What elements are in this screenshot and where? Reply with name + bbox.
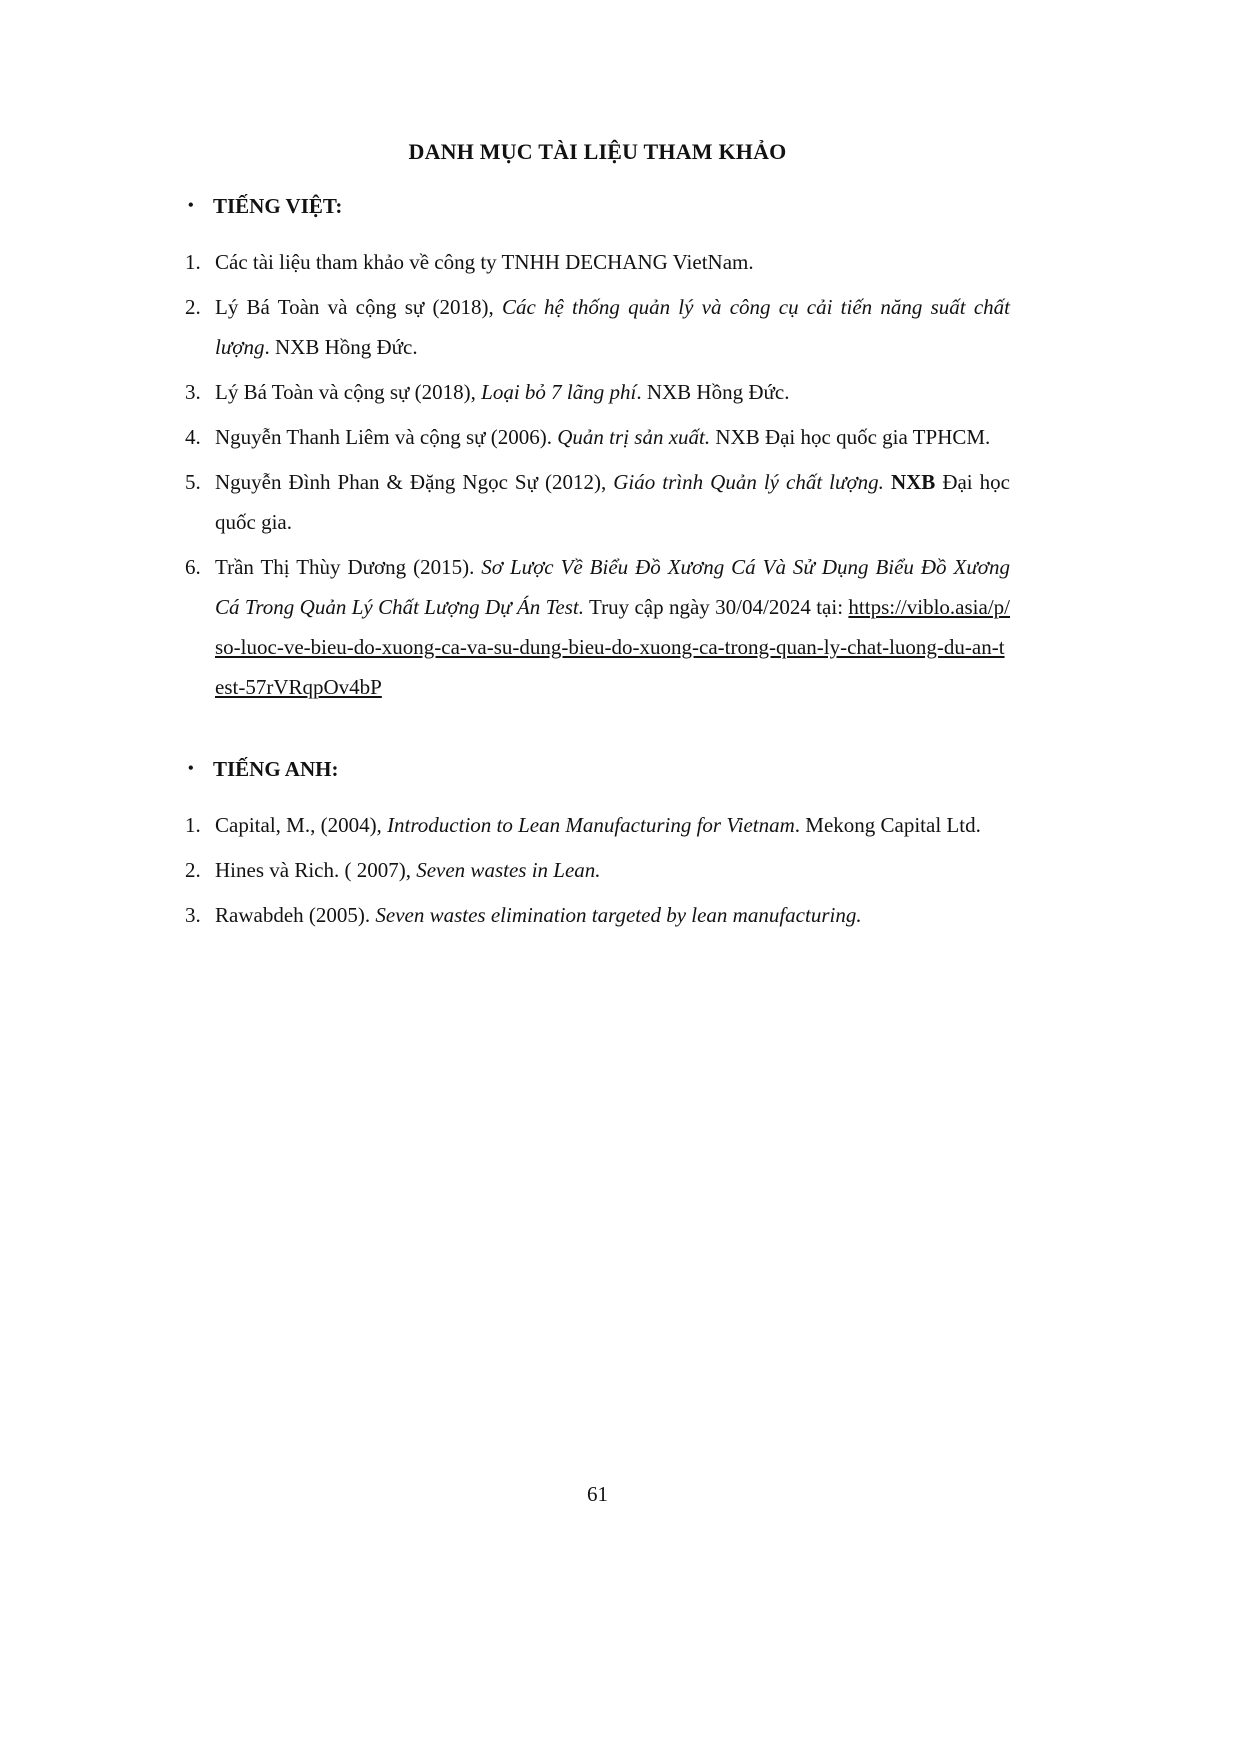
reference-text: Các tài liệu tham khảo về công ty TNHH DECHANG VietNam. — [215, 250, 754, 274]
reference-title-italic: Các hệ thống quản lý và công cụ cải tiến năng suất chất lượng — [215, 295, 1016, 359]
bullet-icon: • — [188, 760, 194, 777]
reference-text: Rawabdeh (2005). — [215, 903, 376, 927]
reference-number: 3. — [185, 380, 201, 404]
reference-text: Trần Thị Thùy Dương (2015). — [215, 555, 482, 579]
reference-text: . Mekong Capital Ltd. — [794, 813, 981, 837]
reference-text: Nguyễn Đình Phan & Đặng Ngọc Sự (2012), — [215, 470, 614, 494]
reference-number: 1. — [185, 813, 201, 837]
reference-item — [185, 287, 1016, 367]
reference-text: Đại học quốc gia. — [215, 470, 1016, 534]
reference-title-italic: Sơ Lược Về Biểu Đồ Xương Cá Và Sử Dụng Biểu Đồ Xương Cá Trong Quản Lý Chất Lượng Dự Án Test. — [215, 555, 1016, 619]
reference-number: 5. — [185, 470, 201, 494]
reference-item — [185, 417, 1010, 457]
section-heading-label: TIẾNG VIỆT: — [213, 194, 343, 218]
reference-item — [185, 372, 1010, 412]
reference-publisher-bold: NXB — [883, 470, 936, 494]
reference-title-italic: Introduction to Lean Manufacturing for Vietnam — [387, 813, 795, 837]
reference-title-italic: Loại bỏ 7 lãng phí — [481, 380, 637, 404]
reference-item — [185, 850, 1010, 890]
reference-item — [185, 462, 1016, 542]
reference-number: 6. — [185, 555, 201, 579]
bullet-icon: • — [188, 197, 194, 214]
reference-text: . NXB Hồng Đức. — [636, 380, 790, 404]
reference-number: 4. — [185, 425, 201, 449]
section-heading-english — [185, 749, 1010, 789]
reference-item — [185, 805, 1010, 845]
reference-item — [185, 547, 1016, 707]
reference-number: 3. — [185, 903, 201, 927]
reference-item — [185, 242, 1010, 282]
reference-title-italic: Seven wastes elimination targeted by lean manufacturing. — [375, 903, 862, 927]
reference-link[interactable]: https://viblo.asia/p/so-luoc-ve-bieu-do-xuong-ca-va-su-dung-bieu-do-xuong-ca-trong-quan-ly-chat-luong-du-an-test-57rVRqpOv4bP — [215, 595, 1010, 699]
reference-text: Truy cập ngày 30/04/2024 tại: — [584, 595, 849, 619]
reference-title-italic: Giáo trình Quản lý chất lượng. — [613, 470, 884, 494]
english-reference-list — [185, 805, 1010, 935]
reference-text: NXB Đại học quốc gia TPHCM. — [710, 425, 991, 449]
reference-text: Lý Bá Toàn và cộng sự (2018), — [215, 380, 482, 404]
reference-title-italic: Quản trị sản xuất. — [557, 425, 711, 449]
page-title: DANH MỤC TÀI LIỆU THAM KHẢO — [408, 139, 787, 164]
vietnamese-reference-list — [185, 242, 1016, 707]
reference-number: 2. — [185, 858, 201, 882]
reference-text: Lý Bá Toàn và cộng sự (2018), — [215, 295, 502, 319]
reference-text: . NXB Hồng Đức. — [264, 335, 418, 359]
reference-text: Hines và Rich. ( 2007), — [215, 858, 417, 882]
reference-text: Nguyễn Thanh Liêm và cộng sự (2006). — [215, 425, 558, 449]
reference-number: 1. — [185, 250, 201, 274]
reference-title-italic: Seven wastes in Lean. — [416, 858, 601, 882]
section-heading-vietnamese — [185, 186, 1010, 226]
page-number: 61 — [587, 1482, 608, 1506]
reference-number: 2. — [185, 295, 201, 319]
section-heading-label: TIẾNG ANH: — [213, 757, 339, 781]
reference-item — [185, 895, 1010, 935]
reference-text: Capital, M., (2004), — [215, 813, 388, 837]
